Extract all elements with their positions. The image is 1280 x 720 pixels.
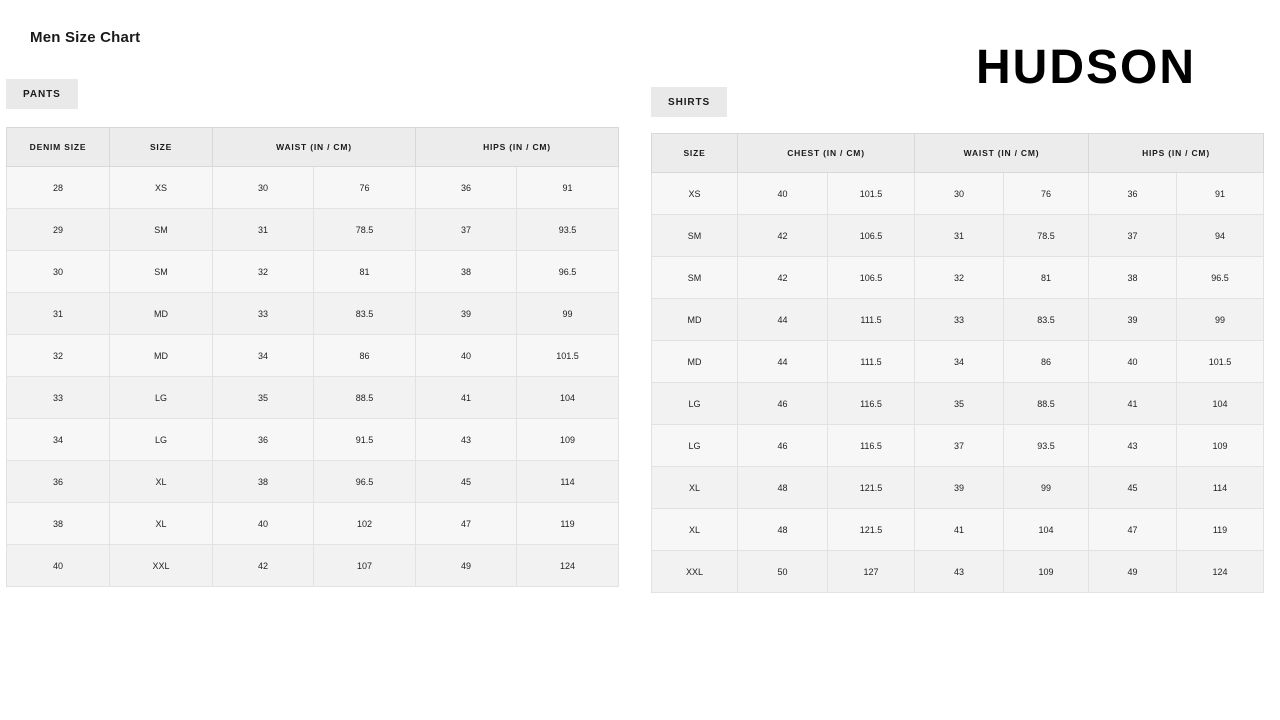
shirts-cell: 31 — [915, 215, 1004, 257]
pants-cell: XL — [110, 503, 213, 545]
pants-cell: 29 — [7, 209, 110, 251]
shirts-cell: SM — [652, 257, 738, 299]
shirts-cell: 109 — [1177, 425, 1264, 467]
pants-cell: 81 — [314, 251, 416, 293]
shirts-cell: 94 — [1177, 215, 1264, 257]
pants-cell: 38 — [213, 461, 314, 503]
pants-cell: 36 — [213, 419, 314, 461]
pants-cell: 33 — [7, 377, 110, 419]
shirts-header-row — [652, 134, 1264, 173]
table-row — [652, 425, 1264, 467]
pants-cell: LG — [110, 419, 213, 461]
page-title: Men Size Chart — [30, 29, 141, 46]
shirts-cell: 121.5 — [828, 509, 915, 551]
pants-cell: 39 — [416, 293, 517, 335]
shirts-cell: 48 — [738, 509, 828, 551]
pants-cell: 109 — [517, 419, 619, 461]
table-row — [7, 251, 619, 293]
shirts-cell: 41 — [1089, 383, 1177, 425]
shirts-cell: 41 — [915, 509, 1004, 551]
pants-cell: SM — [110, 209, 213, 251]
pants-cell: 101.5 — [517, 335, 619, 377]
shirts-cell: SM — [652, 215, 738, 257]
shirts-cell: 116.5 — [828, 425, 915, 467]
shirts-cell: 101.5 — [1177, 341, 1264, 383]
shirts-cell: MD — [652, 341, 738, 383]
pants-cell: 38 — [7, 503, 110, 545]
shirts-cell: 106.5 — [828, 215, 915, 257]
shirts-cell: 43 — [915, 551, 1004, 593]
pants-table-body — [7, 167, 619, 587]
pants-cell: 37 — [416, 209, 517, 251]
shirts-cell: 46 — [738, 425, 828, 467]
table-row — [652, 173, 1264, 215]
shirts-cell: 124 — [1177, 551, 1264, 593]
shirts-cell: 45 — [1089, 467, 1177, 509]
table-row — [7, 377, 619, 419]
shirts-header-cell: HIPS (IN / CM) — [1089, 134, 1264, 173]
pants-cell: 38 — [416, 251, 517, 293]
shirts-cell: 44 — [738, 299, 828, 341]
shirts-header-cell: WAIST (IN / CM) — [915, 134, 1089, 173]
tab-pants[interactable]: PANTS — [6, 79, 78, 109]
shirts-table-head — [652, 134, 1264, 173]
shirts-cell: 50 — [738, 551, 828, 593]
shirts-size-table — [651, 133, 1264, 593]
pants-cell: 91.5 — [314, 419, 416, 461]
pants-header-cell: SIZE — [110, 128, 213, 167]
pants-cell: 49 — [416, 545, 517, 587]
shirts-cell: 127 — [828, 551, 915, 593]
pants-size-table — [6, 127, 619, 587]
pants-cell: 96.5 — [314, 461, 416, 503]
pants-cell: 88.5 — [314, 377, 416, 419]
pants-cell: XL — [110, 461, 213, 503]
shirts-cell: 111.5 — [828, 299, 915, 341]
shirts-table-body — [652, 173, 1264, 593]
shirts-cell: 36 — [1089, 173, 1177, 215]
shirts-cell: 42 — [738, 257, 828, 299]
shirts-cell: 104 — [1004, 509, 1089, 551]
shirts-cell: 40 — [738, 173, 828, 215]
shirts-cell: 99 — [1004, 467, 1089, 509]
shirts-cell: XL — [652, 509, 738, 551]
shirts-cell: 99 — [1177, 299, 1264, 341]
table-row — [7, 503, 619, 545]
pants-cell: 107 — [314, 545, 416, 587]
table-row — [652, 299, 1264, 341]
pants-cell: XXL — [110, 545, 213, 587]
shirts-cell: 116.5 — [828, 383, 915, 425]
pants-cell: 104 — [517, 377, 619, 419]
pants-panel — [6, 79, 618, 587]
table-row — [652, 509, 1264, 551]
shirts-cell: 40 — [1089, 341, 1177, 383]
pants-cell: 119 — [517, 503, 619, 545]
shirts-cell: 39 — [1089, 299, 1177, 341]
pants-cell: 31 — [213, 209, 314, 251]
shirts-cell: XXL — [652, 551, 738, 593]
shirts-cell: MD — [652, 299, 738, 341]
tab-shirts[interactable]: SHIRTS — [651, 87, 727, 117]
table-row — [7, 293, 619, 335]
table-row — [652, 215, 1264, 257]
shirts-cell: 104 — [1177, 383, 1264, 425]
shirts-cell: 43 — [1089, 425, 1177, 467]
table-row — [7, 167, 619, 209]
pants-cell: 45 — [416, 461, 517, 503]
pants-cell: 91 — [517, 167, 619, 209]
pants-cell: 83.5 — [314, 293, 416, 335]
shirts-cell: 39 — [915, 467, 1004, 509]
pants-header-cell: DENIM SIZE — [7, 128, 110, 167]
shirts-header-cell: SIZE — [652, 134, 738, 173]
pants-cell: XS — [110, 167, 213, 209]
shirts-cell: 119 — [1177, 509, 1264, 551]
table-row — [652, 257, 1264, 299]
shirts-cell: 76 — [1004, 173, 1089, 215]
table-row — [7, 461, 619, 503]
pants-cell: 36 — [7, 461, 110, 503]
shirts-cell: 111.5 — [828, 341, 915, 383]
pants-header-cell: HIPS (IN / CM) — [416, 128, 619, 167]
pants-cell: 30 — [7, 251, 110, 293]
table-row — [7, 335, 619, 377]
pants-cell: 40 — [7, 545, 110, 587]
pants-cell: MD — [110, 335, 213, 377]
shirts-cell: 121.5 — [828, 467, 915, 509]
shirts-cell: 86 — [1004, 341, 1089, 383]
shirts-cell: 93.5 — [1004, 425, 1089, 467]
pants-cell: 47 — [416, 503, 517, 545]
shirts-cell: 78.5 — [1004, 215, 1089, 257]
table-row — [652, 383, 1264, 425]
pants-cell: 86 — [314, 335, 416, 377]
shirts-cell: 44 — [738, 341, 828, 383]
pants-cell: 76 — [314, 167, 416, 209]
shirts-panel — [651, 87, 1263, 593]
pants-cell: 93.5 — [517, 209, 619, 251]
table-row — [652, 341, 1264, 383]
shirts-cell: 114 — [1177, 467, 1264, 509]
pants-cell: 99 — [517, 293, 619, 335]
shirts-cell: 109 — [1004, 551, 1089, 593]
pants-cell: 78.5 — [314, 209, 416, 251]
shirts-cell: 38 — [1089, 257, 1177, 299]
pants-cell: 114 — [517, 461, 619, 503]
shirts-cell: 49 — [1089, 551, 1177, 593]
shirts-header-cell: CHEST (IN / CM) — [738, 134, 915, 173]
pants-cell: 41 — [416, 377, 517, 419]
shirts-cell: 37 — [915, 425, 1004, 467]
pants-cell: SM — [110, 251, 213, 293]
table-row — [652, 551, 1264, 593]
pants-cell: 30 — [213, 167, 314, 209]
shirts-cell: 32 — [915, 257, 1004, 299]
pants-header-row — [7, 128, 619, 167]
pants-cell: 31 — [7, 293, 110, 335]
pants-cell: 35 — [213, 377, 314, 419]
pants-cell: 42 — [213, 545, 314, 587]
pants-cell: 102 — [314, 503, 416, 545]
pants-header-cell: WAIST (IN / CM) — [213, 128, 416, 167]
shirts-cell: 91 — [1177, 173, 1264, 215]
shirts-cell: XS — [652, 173, 738, 215]
pants-cell: 34 — [7, 419, 110, 461]
pants-cell: 40 — [416, 335, 517, 377]
pants-cell: LG — [110, 377, 213, 419]
shirts-cell: 88.5 — [1004, 383, 1089, 425]
shirts-cell: 48 — [738, 467, 828, 509]
shirts-cell: LG — [652, 425, 738, 467]
shirts-cell: XL — [652, 467, 738, 509]
pants-cell: 32 — [7, 335, 110, 377]
shirts-cell: 106.5 — [828, 257, 915, 299]
pants-cell: 40 — [213, 503, 314, 545]
shirts-cell: 96.5 — [1177, 257, 1264, 299]
shirts-cell: 42 — [738, 215, 828, 257]
pants-cell: 96.5 — [517, 251, 619, 293]
pants-cell: MD — [110, 293, 213, 335]
shirts-cell: 46 — [738, 383, 828, 425]
shirts-cell: LG — [652, 383, 738, 425]
table-row — [7, 209, 619, 251]
pants-table-head — [7, 128, 619, 167]
brand-logo: HUDSON — [975, 41, 1196, 94]
shirts-cell: 81 — [1004, 257, 1089, 299]
shirts-cell: 47 — [1089, 509, 1177, 551]
pants-cell: 32 — [213, 251, 314, 293]
table-row — [652, 467, 1264, 509]
shirts-cell: 37 — [1089, 215, 1177, 257]
shirts-cell: 83.5 — [1004, 299, 1089, 341]
pants-cell: 36 — [416, 167, 517, 209]
table-row — [7, 545, 619, 587]
shirts-cell: 35 — [915, 383, 1004, 425]
pants-cell: 43 — [416, 419, 517, 461]
shirts-cell: 33 — [915, 299, 1004, 341]
table-row — [7, 419, 619, 461]
pants-cell: 33 — [213, 293, 314, 335]
shirts-cell: 34 — [915, 341, 1004, 383]
pants-cell: 28 — [7, 167, 110, 209]
pants-cell: 124 — [517, 545, 619, 587]
shirts-cell: 30 — [915, 173, 1004, 215]
pants-cell: 34 — [213, 335, 314, 377]
shirts-cell: 101.5 — [828, 173, 915, 215]
